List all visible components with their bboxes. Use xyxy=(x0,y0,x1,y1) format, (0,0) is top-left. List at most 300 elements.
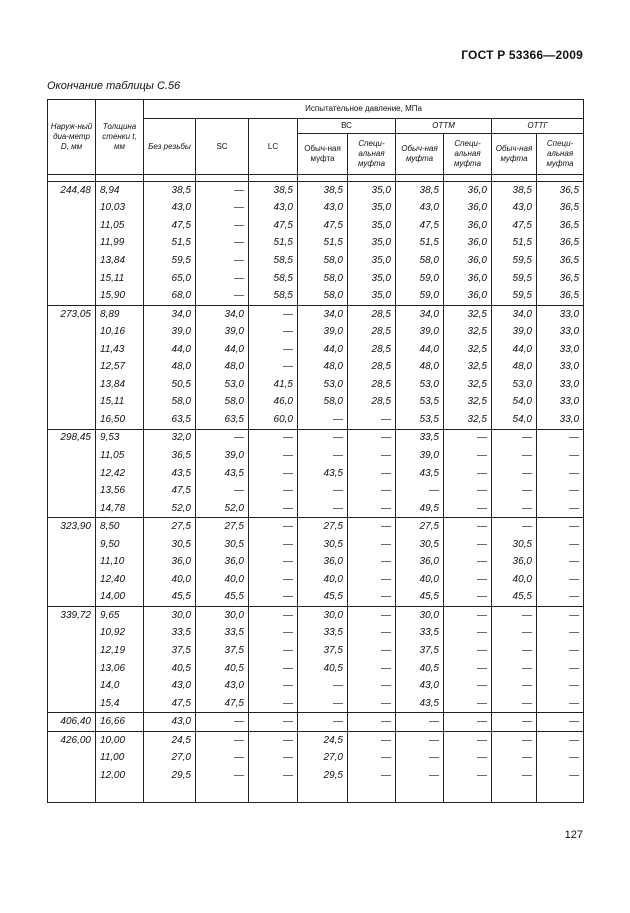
cell-ottg-special: 36,5 xyxy=(537,252,584,270)
cell-no-thread: 45,5 xyxy=(144,589,196,607)
cell-bc-regular: — xyxy=(298,695,348,713)
cell-thickness: 15,90 xyxy=(96,287,144,305)
cell-ottm-special: — xyxy=(444,731,492,749)
cell-ottg-special: 33,0 xyxy=(537,394,584,412)
cell-bc-special: — xyxy=(348,660,396,678)
cell-no-thread: 47,5 xyxy=(144,695,196,713)
cell-bc-special: — xyxy=(348,447,396,465)
cell-bc-special: — xyxy=(348,465,396,483)
cell-thickness: 15,11 xyxy=(96,394,144,412)
cell-ottg-special: 33,0 xyxy=(537,305,584,323)
cell-sc: — xyxy=(196,750,249,768)
cell-ottm-special: 36,0 xyxy=(444,182,492,200)
cell-thickness: 12,40 xyxy=(96,571,144,589)
col-header-ottm: ОТТМ xyxy=(396,119,492,134)
cell-ottm-special: — xyxy=(444,713,492,732)
cell-ottg-regular: 54,0 xyxy=(492,411,537,429)
cell-sc: — xyxy=(196,270,249,288)
cell-thickness: 16,50 xyxy=(96,411,144,429)
cell-sc: — xyxy=(196,200,249,218)
cell-thickness: 13,06 xyxy=(96,660,144,678)
cell-thickness: 10,92 xyxy=(96,625,144,643)
cell-bc-regular: 29,5 xyxy=(298,767,348,785)
cell-no-thread: 32,0 xyxy=(144,429,196,447)
cell-ottg-special: 33,0 xyxy=(537,358,584,376)
cell-sc: 40,5 xyxy=(196,660,249,678)
cell-outer-diameter xyxy=(48,767,96,785)
cell-lc: 58,5 xyxy=(249,270,298,288)
cell-no-thread: 40,0 xyxy=(144,571,196,589)
cell-no-thread: 27,0 xyxy=(144,750,196,768)
cell-ottg-special: — xyxy=(537,642,584,660)
cell-thickness: 8,89 xyxy=(96,305,144,323)
table-body xyxy=(48,175,584,803)
cell-ottm-special: 32,5 xyxy=(444,341,492,359)
cell-thickness: 11,05 xyxy=(96,217,144,235)
table-row xyxy=(48,695,584,713)
cell-bc-regular: — xyxy=(298,447,348,465)
cell-bc-regular: — xyxy=(298,677,348,695)
cell-thickness: 10,03 xyxy=(96,200,144,218)
cell-sc: — xyxy=(196,482,249,500)
cell-outer-diameter xyxy=(48,394,96,412)
table-row xyxy=(48,287,584,305)
cell-ottm-regular: 39,0 xyxy=(396,323,444,341)
cell-no-thread: 37,5 xyxy=(144,642,196,660)
cell-bc-regular: 37,5 xyxy=(298,642,348,660)
cell-sc: 39,0 xyxy=(196,323,249,341)
cell-sc: — xyxy=(196,182,249,200)
empty-cell xyxy=(249,785,298,803)
cell-ottm-special: — xyxy=(444,695,492,713)
cell-ottm-regular: 53,5 xyxy=(396,411,444,429)
cell-bc-special: 35,0 xyxy=(348,200,396,218)
cell-bc-special: — xyxy=(348,411,396,429)
cell-bc-special: — xyxy=(348,571,396,589)
cell-lc: 46,0 xyxy=(249,394,298,412)
cell-thickness: 11,05 xyxy=(96,447,144,465)
cell-lc: — xyxy=(249,447,298,465)
table-row xyxy=(48,660,584,678)
cell-ottm-regular: 44,0 xyxy=(396,341,444,359)
cell-no-thread: 36,5 xyxy=(144,447,196,465)
cell-ottg-regular: — xyxy=(492,518,537,536)
cell-bc-regular: 36,0 xyxy=(298,553,348,571)
cell-sc: — xyxy=(196,429,249,447)
cell-bc-regular: 43,5 xyxy=(298,465,348,483)
cell-ottg-regular: — xyxy=(492,750,537,768)
table-row xyxy=(48,713,584,732)
cell-ottg-special: — xyxy=(537,750,584,768)
cell-bc-special: — xyxy=(348,713,396,732)
cell-bc-special: — xyxy=(348,536,396,554)
cell-bc-regular: 58,0 xyxy=(298,394,348,412)
cell-lc: — xyxy=(249,305,298,323)
cell-ottm-special: — xyxy=(444,642,492,660)
cell-bc-regular: — xyxy=(298,500,348,518)
cell-ottg-special: — xyxy=(537,447,584,465)
cell-ottg-regular: 30,5 xyxy=(492,536,537,554)
table-row xyxy=(48,518,584,536)
cell-sc: 53,0 xyxy=(196,376,249,394)
cell-ottm-regular: 43,0 xyxy=(396,200,444,218)
cell-ottm-regular: 59,0 xyxy=(396,287,444,305)
cell-bc-special: 28,5 xyxy=(348,376,396,394)
col-header-ottg: ОТТГ xyxy=(492,119,584,134)
cell-outer-diameter xyxy=(48,625,96,643)
empty-cell xyxy=(96,785,144,803)
cell-ottg-special: — xyxy=(537,429,584,447)
cell-ottg-regular: — xyxy=(492,500,537,518)
cell-thickness: 15,11 xyxy=(96,270,144,288)
cell-sc: 58,0 xyxy=(196,394,249,412)
cell-ottg-regular: 51,5 xyxy=(492,235,537,253)
cell-lc: — xyxy=(249,500,298,518)
cell-outer-diameter xyxy=(48,536,96,554)
col-header-bc-special: Специ-альная муфта xyxy=(348,134,396,175)
cell-thickness: 14,0 xyxy=(96,677,144,695)
cell-bc-special: — xyxy=(348,625,396,643)
table-padding-row xyxy=(48,785,584,803)
cell-ottm-special: 32,5 xyxy=(444,411,492,429)
cell-ottm-special: — xyxy=(444,660,492,678)
cell-no-thread: 43,0 xyxy=(144,200,196,218)
cell-outer-diameter: 273,05 xyxy=(48,305,96,323)
cell-bc-regular: — xyxy=(298,482,348,500)
cell-ottg-special: 33,0 xyxy=(537,323,584,341)
cell-lc: — xyxy=(249,589,298,607)
cell-lc: 43,0 xyxy=(249,200,298,218)
cell-bc-special: 28,5 xyxy=(348,323,396,341)
cell-ottm-regular: 53,0 xyxy=(396,376,444,394)
empty-cell xyxy=(444,785,492,803)
table-row xyxy=(48,376,584,394)
cell-bc-special: — xyxy=(348,695,396,713)
cell-sc: 39,0 xyxy=(196,447,249,465)
cell-thickness: 11,10 xyxy=(96,553,144,571)
cell-ottm-regular: — xyxy=(396,750,444,768)
cell-sc: 47,5 xyxy=(196,695,249,713)
cell-ottm-special: — xyxy=(444,677,492,695)
cell-ottg-special: 33,0 xyxy=(537,341,584,359)
cell-lc: — xyxy=(249,750,298,768)
table-row xyxy=(48,200,584,218)
cell-thickness: 12,19 xyxy=(96,642,144,660)
cell-lc: — xyxy=(249,465,298,483)
cell-lc: 58,5 xyxy=(249,252,298,270)
cell-lc: — xyxy=(249,429,298,447)
cell-ottg-regular: — xyxy=(492,660,537,678)
cell-thickness: 12,57 xyxy=(96,358,144,376)
cell-bc-regular: 39,0 xyxy=(298,323,348,341)
cell-ottm-regular: 40,0 xyxy=(396,571,444,589)
table-row xyxy=(48,235,584,253)
cell-outer-diameter xyxy=(48,695,96,713)
cell-ottm-regular: 33,5 xyxy=(396,625,444,643)
cell-sc: 44,0 xyxy=(196,341,249,359)
cell-ottg-special: — xyxy=(537,571,584,589)
cell-thickness: 16,66 xyxy=(96,713,144,732)
cell-bc-special: — xyxy=(348,642,396,660)
table-row xyxy=(48,767,584,785)
table-row xyxy=(48,341,584,359)
table-row xyxy=(48,677,584,695)
cell-outer-diameter: 244,48 xyxy=(48,182,96,200)
cell-outer-diameter xyxy=(48,358,96,376)
cell-outer-diameter xyxy=(48,217,96,235)
cell-ottm-special: 36,0 xyxy=(444,270,492,288)
cell-ottg-special: 36,5 xyxy=(537,270,584,288)
empty-cell xyxy=(492,785,537,803)
cell-sc: 34,0 xyxy=(196,305,249,323)
empty-cell xyxy=(348,785,396,803)
cell-bc-regular: 24,5 xyxy=(298,731,348,749)
cell-bc-special: 35,0 xyxy=(348,287,396,305)
cell-ottm-regular: 36,0 xyxy=(396,553,444,571)
cell-no-thread: 43,0 xyxy=(144,677,196,695)
cell-ottg-regular: — xyxy=(492,447,537,465)
cell-bc-special: 35,0 xyxy=(348,252,396,270)
empty-cell xyxy=(196,785,249,803)
cell-lc: 38,5 xyxy=(249,182,298,200)
cell-no-thread: 44,0 xyxy=(144,341,196,359)
cell-ottm-regular: 43,5 xyxy=(396,465,444,483)
cell-ottg-regular: 59,5 xyxy=(492,270,537,288)
cell-outer-diameter xyxy=(48,553,96,571)
cell-ottg-regular: 59,5 xyxy=(492,287,537,305)
cell-ottg-special: 36,5 xyxy=(537,217,584,235)
cell-bc-regular: 44,0 xyxy=(298,341,348,359)
cell-outer-diameter: 339,72 xyxy=(48,607,96,625)
col-header-bc: ВС xyxy=(298,119,396,134)
cell-bc-special: — xyxy=(348,518,396,536)
cell-ottm-regular: 27,5 xyxy=(396,518,444,536)
cell-ottg-regular: 44,0 xyxy=(492,341,537,359)
cell-no-thread: 52,0 xyxy=(144,500,196,518)
cell-sc: 63,5 xyxy=(196,411,249,429)
cell-ottg-regular: 54,0 xyxy=(492,394,537,412)
cell-sc: — xyxy=(196,217,249,235)
col-header-lc: LC xyxy=(249,119,298,175)
cell-lc: — xyxy=(249,358,298,376)
cell-bc-regular: 45,5 xyxy=(298,589,348,607)
cell-thickness: 11,43 xyxy=(96,341,144,359)
table-row xyxy=(48,217,584,235)
cell-sc: 48,0 xyxy=(196,358,249,376)
cell-bc-special: — xyxy=(348,750,396,768)
cell-outer-diameter xyxy=(48,571,96,589)
cell-thickness: 14,00 xyxy=(96,589,144,607)
cell-outer-diameter xyxy=(48,341,96,359)
cell-no-thread: 63,5 xyxy=(144,411,196,429)
cell-thickness: 11,99 xyxy=(96,235,144,253)
cell-sc: 30,5 xyxy=(196,536,249,554)
cell-no-thread: 38,5 xyxy=(144,182,196,200)
cell-ottg-regular: — xyxy=(492,695,537,713)
table-row xyxy=(48,625,584,643)
cell-ottm-special: — xyxy=(444,589,492,607)
cell-no-thread: 27,5 xyxy=(144,518,196,536)
cell-bc-special: — xyxy=(348,553,396,571)
cell-bc-regular: 33,5 xyxy=(298,625,348,643)
table-row xyxy=(48,553,584,571)
pressure-table xyxy=(47,99,584,803)
cell-ottm-regular: 34,0 xyxy=(396,305,444,323)
cell-ottg-regular: — xyxy=(492,429,537,447)
cell-no-thread: 68,0 xyxy=(144,287,196,305)
cell-bc-regular: 40,0 xyxy=(298,571,348,589)
cell-bc-regular: 27,0 xyxy=(298,750,348,768)
cell-lc: 51,5 xyxy=(249,235,298,253)
table-row xyxy=(48,323,584,341)
cell-outer-diameter xyxy=(48,252,96,270)
cell-ottm-regular: 30,0 xyxy=(396,607,444,625)
cell-bc-regular: 58,0 xyxy=(298,252,348,270)
cell-sc: 40,0 xyxy=(196,571,249,589)
col-header-ottm-regular: Обыч-ная муфта xyxy=(396,134,444,175)
cell-sc: — xyxy=(196,731,249,749)
cell-bc-special: 35,0 xyxy=(348,270,396,288)
cell-ottm-regular: 59,0 xyxy=(396,270,444,288)
cell-ottm-regular: — xyxy=(396,731,444,749)
col-header-test-pressure: Испытательное давление, МПа xyxy=(144,100,584,119)
table-row xyxy=(48,589,584,607)
cell-ottg-special: — xyxy=(537,677,584,695)
cell-outer-diameter: 406,40 xyxy=(48,713,96,732)
cell-sc: 43,5 xyxy=(196,465,249,483)
cell-ottm-regular: 45,5 xyxy=(396,589,444,607)
standard-number: ГОСТ Р 53366—2009 xyxy=(461,48,583,62)
table-row xyxy=(48,394,584,412)
cell-thickness: 10,16 xyxy=(96,323,144,341)
cell-ottg-special: 36,5 xyxy=(537,287,584,305)
cell-sc: 36,0 xyxy=(196,553,249,571)
cell-bc-regular: 48,0 xyxy=(298,358,348,376)
cell-ottg-special: — xyxy=(537,553,584,571)
cell-ottg-special: — xyxy=(537,518,584,536)
cell-thickness: 13,84 xyxy=(96,376,144,394)
cell-thickness: 8,94 xyxy=(96,182,144,200)
cell-ottg-regular: — xyxy=(492,482,537,500)
cell-ottm-regular: 40,5 xyxy=(396,660,444,678)
cell-sc: 33,5 xyxy=(196,625,249,643)
cell-outer-diameter xyxy=(48,376,96,394)
cell-ottm-regular: 38,5 xyxy=(396,182,444,200)
cell-ottg-regular: — xyxy=(492,767,537,785)
cell-ottg-regular: — xyxy=(492,642,537,660)
table-row xyxy=(48,500,584,518)
cell-thickness: 13,56 xyxy=(96,482,144,500)
cell-ottm-special: 36,0 xyxy=(444,217,492,235)
cell-ottm-regular: — xyxy=(396,767,444,785)
table-row xyxy=(48,182,584,200)
cell-lc: — xyxy=(249,677,298,695)
cell-ottm-special: 32,5 xyxy=(444,358,492,376)
cell-lc: — xyxy=(249,625,298,643)
cell-bc-special: — xyxy=(348,677,396,695)
cell-bc-special: 28,5 xyxy=(348,341,396,359)
cell-outer-diameter: 298,45 xyxy=(48,429,96,447)
cell-ottg-regular: 59,5 xyxy=(492,252,537,270)
cell-ottm-special: 36,0 xyxy=(444,235,492,253)
cell-outer-diameter: 323,90 xyxy=(48,518,96,536)
cell-ottg-special: — xyxy=(537,731,584,749)
cell-ottm-regular: 39,0 xyxy=(396,447,444,465)
cell-outer-diameter xyxy=(48,465,96,483)
cell-ottm-special: — xyxy=(444,465,492,483)
cell-ottm-special: 32,5 xyxy=(444,394,492,412)
cell-thickness: 15,4 xyxy=(96,695,144,713)
cell-bc-regular: 30,0 xyxy=(298,607,348,625)
cell-lc: — xyxy=(249,341,298,359)
cell-outer-diameter xyxy=(48,589,96,607)
cell-ottg-regular: — xyxy=(492,677,537,695)
table-row xyxy=(48,447,584,465)
cell-outer-diameter xyxy=(48,235,96,253)
col-header-od: Наруж-ный диа-метр D, мм xyxy=(48,100,96,175)
cell-bc-regular: 53,0 xyxy=(298,376,348,394)
table-row xyxy=(48,731,584,749)
cell-ottg-regular: 43,0 xyxy=(492,200,537,218)
cell-no-thread: 43,0 xyxy=(144,713,196,732)
cell-ottg-special: — xyxy=(537,767,584,785)
cell-lc: — xyxy=(249,642,298,660)
cell-ottm-special: — xyxy=(444,767,492,785)
cell-outer-diameter xyxy=(48,287,96,305)
cell-ottm-special: 32,5 xyxy=(444,305,492,323)
cell-sc: 37,5 xyxy=(196,642,249,660)
cell-bc-regular: 51,5 xyxy=(298,235,348,253)
cell-ottg-special: — xyxy=(537,695,584,713)
cell-bc-special: 35,0 xyxy=(348,182,396,200)
cell-thickness: 9,50 xyxy=(96,536,144,554)
cell-ottg-regular: — xyxy=(492,731,537,749)
table-row xyxy=(48,571,584,589)
cell-lc: 60,0 xyxy=(249,411,298,429)
cell-lc: 58,5 xyxy=(249,287,298,305)
cell-no-thread: 29,5 xyxy=(144,767,196,785)
empty-cell xyxy=(144,785,196,803)
cell-ottg-special: — xyxy=(537,465,584,483)
table-row xyxy=(48,642,584,660)
cell-ottg-special: — xyxy=(537,625,584,643)
cell-ottg-regular: — xyxy=(492,713,537,732)
cell-ottm-regular: 47,5 xyxy=(396,217,444,235)
cell-outer-diameter xyxy=(48,642,96,660)
table-row xyxy=(48,607,584,625)
cell-ottg-special: — xyxy=(537,589,584,607)
cell-ottg-special: 33,0 xyxy=(537,411,584,429)
cell-ottg-special: 33,0 xyxy=(537,376,584,394)
cell-bc-regular: 47,5 xyxy=(298,217,348,235)
cell-lc: — xyxy=(249,571,298,589)
table-caption: Окончание таблицы С.56 xyxy=(47,80,181,92)
col-header-bc-regular: Обыч-ная муфта xyxy=(298,134,348,175)
cell-sc: — xyxy=(196,767,249,785)
cell-sc: — xyxy=(196,287,249,305)
cell-ottm-special: — xyxy=(444,536,492,554)
col-header-ottm-special: Специ-альная муфта xyxy=(444,134,492,175)
table-row xyxy=(48,465,584,483)
cell-ottg-special: — xyxy=(537,500,584,518)
cell-no-thread: 47,5 xyxy=(144,482,196,500)
cell-ottm-regular: 58,0 xyxy=(396,252,444,270)
cell-ottm-special: — xyxy=(444,571,492,589)
cell-ottg-special: 36,5 xyxy=(537,235,584,253)
cell-ottg-special: — xyxy=(537,482,584,500)
cell-ottg-special: — xyxy=(537,536,584,554)
cell-no-thread: 34,0 xyxy=(144,305,196,323)
